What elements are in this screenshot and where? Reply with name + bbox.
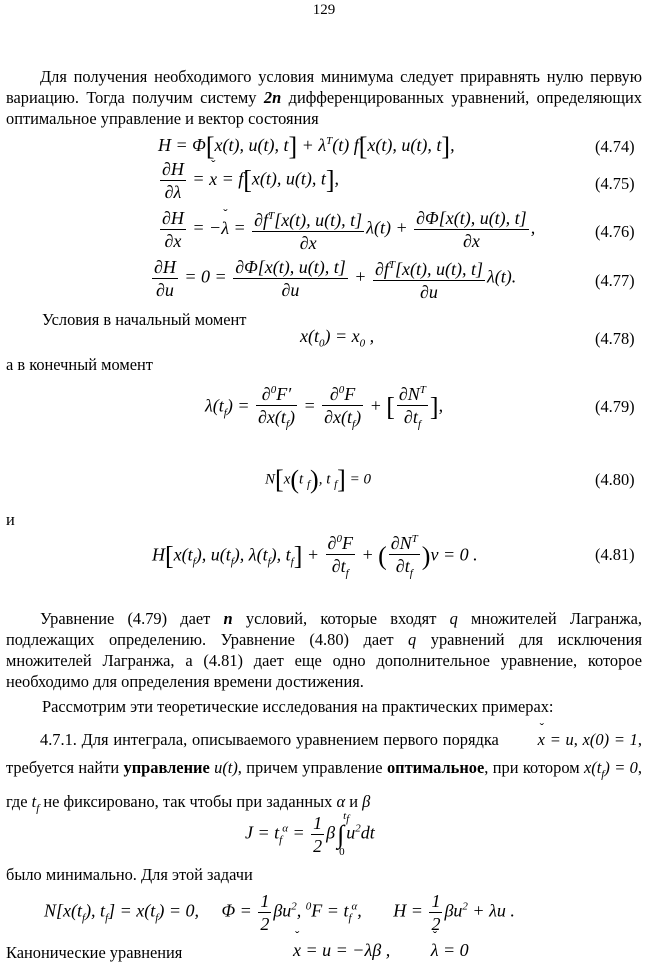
- ex-control-var: u(t): [214, 758, 238, 777]
- minimal-text: было минимально. Для этой задачи: [6, 865, 253, 884]
- equation-4-80: N[x(t $_f$), t $_f$] = 0: [265, 465, 371, 494]
- ex-c: , причем управление: [237, 758, 383, 777]
- ex-a: 4.7.1. Для интеграла, описываемого уравнением первого порядка: [40, 730, 499, 749]
- eq-number-4-78: (4.78): [595, 329, 635, 348]
- eq-number-4-74: (4.74): [595, 137, 635, 156]
- intro-tail: дифференцированных уравнений, определяющих оптимальное управление и вектор состояния: [6, 88, 642, 128]
- intro-paragraph: [6, 66, 642, 129]
- ex-optimal-bold: оптимальное: [386, 758, 485, 777]
- ex-b: , требуется найти: [6, 730, 642, 777]
- final-cond-label: а в конечный момент: [6, 355, 153, 374]
- problem-conditions: $N[x(t_f)$, $t_f] = x(t_f) = 0$, Φ = $\frac{1}{2}$ $\beta u^2$, $^0F = t_f^\alpha$, H = $\frac{1}{2}$ $\beta u^2 + \lambda u$ .: [44, 891, 515, 934]
- p479-d: уравнений для исключения множителей Лагранжа, а (4.81) дает еще одно дополнительное уравнение, которое необходимо для определения времени достижения.: [6, 630, 642, 691]
- initial-cond-label: Условия в начальный момент: [42, 310, 247, 329]
- eq-number-4-79: (4.79): [595, 397, 635, 416]
- equation-4-76: $\frac{\partial H}{\partial x}$ = −ˇ λ = $\frac{\partial f^T[x(t), u(t), t]}{\partial x}$ λ(t) + $\frac{\partial\Phi[x(t), u(t), t]}{\partial x}$ ,: [158, 205, 535, 254]
- consider-text: Рассмотрим эти теоретические исследования на практических примерах:: [42, 697, 554, 716]
- ex-and: и: [349, 792, 358, 812]
- equation-4-77: $\frac{\partial H}{\partial u}$ = 0 = $\frac{\partial\Phi[x(t), u(t), t]}{\partial u}$ + $\frac{\partial f^T[x(t), u(t), t]}{\partial u}$ λ(t).: [150, 254, 516, 303]
- p479-b: условий, которые входят: [245, 609, 437, 628]
- intro-text: Для получения необходимого условия минимума следует приравнять нулю первую вариацию. Тогда получим систему: [6, 67, 642, 107]
- eq-number-4-76: (4.76): [595, 222, 635, 241]
- and-label: и: [6, 510, 15, 529]
- ex-d: при котором: [492, 758, 580, 777]
- ex-control-bold: управление: [123, 758, 210, 777]
- equation-4-79: $\lambda(t_f)$ = $\frac{\partial^0F'}{\partial x(t_f)}$ = $\frac{\partial^0F}{\partial x(t_f)}$ + [ $\frac{\partial N^T}{\partial t_f}$ ],: [205, 379, 443, 436]
- p479-c: множителей Лагранжа, подлежащих определению. Уравнение (4.80) дает: [6, 609, 642, 649]
- eq-number-4-81: (4.81): [595, 545, 635, 564]
- equation-4-74: H = Φ[x(t), u(t), $t] + \lambda^T(t)$ f[x(t), u(t), t],: [158, 132, 455, 161]
- paragraph-4-79: [6, 608, 642, 692]
- p479-q2: q: [408, 630, 417, 649]
- ex-f: не фиксировано, так чтобы при заданных: [43, 792, 333, 812]
- page-number: 129: [312, 2, 336, 18]
- intro-bold-2n: 2n: [263, 88, 282, 107]
- p479-q: q: [449, 609, 458, 628]
- canonical-equations: ˇ x = u = −λβ , ˇ λ = 0: [293, 940, 469, 961]
- example-paragraph: 4.7.1. Для интеграла, описываемого уравнением первого порядка ˇ x = u, x(0) = 1, требуется найти управление u(t), причем управление оптимальное, при котором $x(t_f) = 0$, где $t_f$ не фиксировано, так чтобы при заданных α и β: [6, 726, 642, 823]
- eq-number-4-80: (4.80): [595, 470, 635, 489]
- p479-n: n: [223, 609, 233, 628]
- functional-J: $J = t_f^\alpha$ = $\frac{1}{2}$ β∫ tf 0 $u^2dt$: [245, 809, 375, 858]
- equation-4-81: $H[x(t_f)$, $u(t_f)$, $\lambda(t_f)$, $t_f$] + $\frac{\partial^0F}{\partial t_f}$ + ( $\frac{\partial N^T}{\partial t_f}$ )ν = 0 .: [152, 528, 478, 585]
- ex-e: , где: [6, 758, 642, 812]
- p479-a: Уравнение (4.79) дает: [40, 609, 211, 628]
- equation-4-78: $x(t_0) = x_0$ ,: [300, 326, 375, 350]
- canonical-label: Канонические уравнения: [6, 943, 183, 962]
- eq-number-4-75: (4.75): [595, 174, 635, 193]
- eq-number-4-77: (4.77): [595, 271, 635, 290]
- equation-4-75: $\frac{\partial H}{\partial\lambda}$ = ˇ x = f[x(t), u(t), t],: [158, 158, 339, 203]
